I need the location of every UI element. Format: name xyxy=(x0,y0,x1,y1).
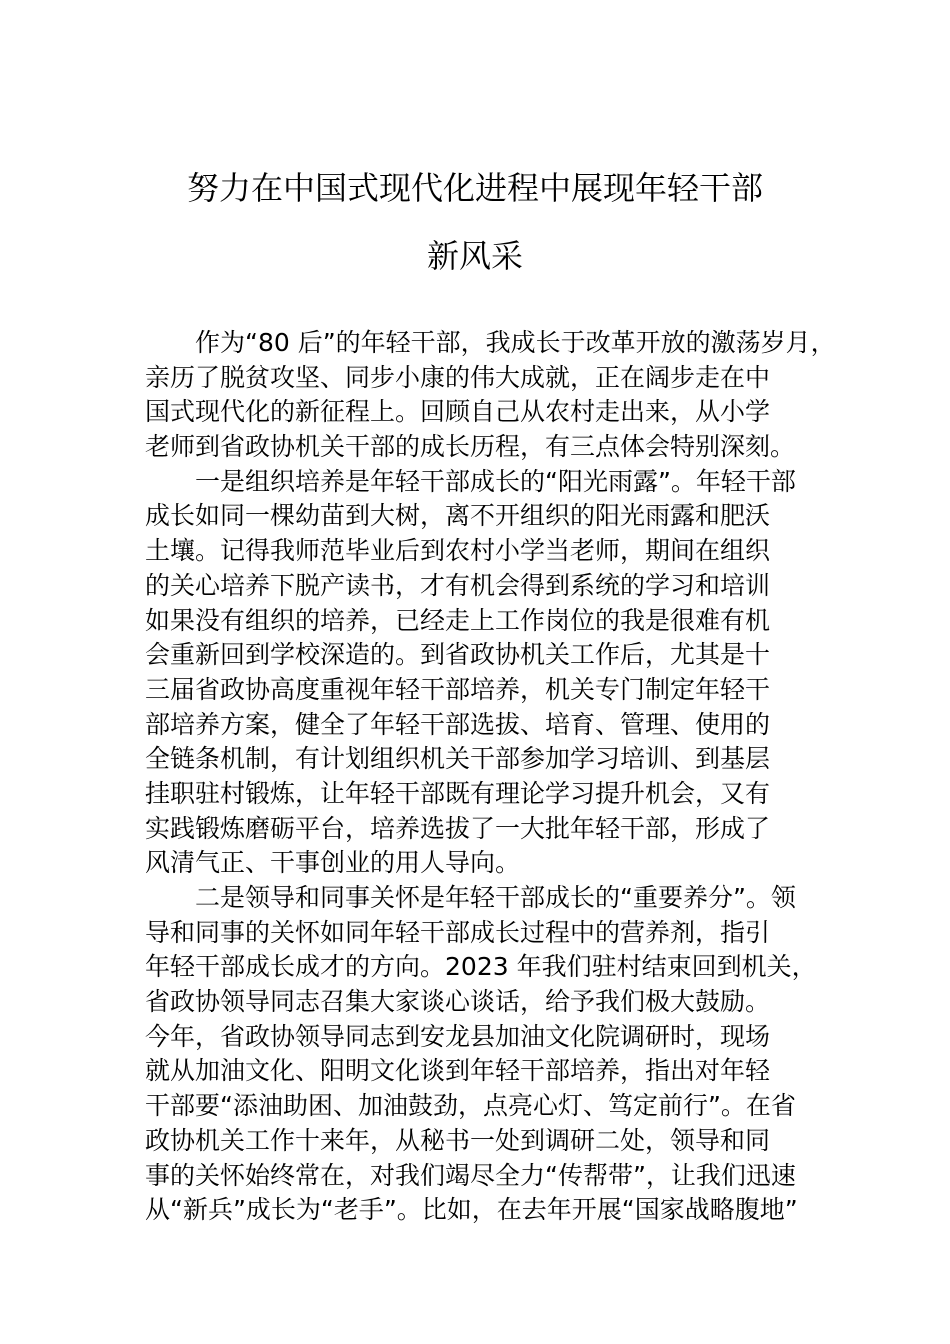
body-text-line: 作为“80 后”的年轻干部，我成长于改革开放的激荡岁月， xyxy=(195,328,836,357)
body-text-line: 就从加油文化、阳明文化谈到年轻干部培养，指出对年轻 xyxy=(145,1056,771,1086)
body-text-line: 风清气正、干事创业的用人导向。 xyxy=(145,848,521,878)
body-text-line: 成长如同一棵幼苗到大树，离不开组织的阳光雨露和肥沃 xyxy=(145,501,771,531)
body-text-line: 一是组织培养是年轻干部成长的“阳光雨露”。年轻干部 xyxy=(195,466,796,496)
body-text-line: 省政协领导同志召集大家谈心谈话，给予我们极大鼓励。 xyxy=(145,987,771,1017)
body-text-line: 从“新兵”成长为“老手”。比如，在去年开展“国家战略腹地” xyxy=(145,1195,798,1225)
document-title-line-2: 新风采 xyxy=(426,237,523,275)
body-text-line: 挂职驻村锻炼，让年轻干部既有理论学习提升机会，又有 xyxy=(145,778,771,808)
body-text-line: 的关心培养下脱产读书，才有机会得到系统的学习和培训 xyxy=(145,570,771,600)
body-text-line: 事的关怀始终常在，对我们竭尽全力“传帮带”，让我们迅速 xyxy=(145,1160,796,1190)
body-text-line: 如果没有组织的培养，已经走上工作岗位的我是很难有机 xyxy=(145,605,771,635)
body-text-line: 年轻干部成长成才的方向。2023 年我们驻村结束回到机关， xyxy=(145,952,817,982)
body-text-line: 三届省政协高度重视年轻干部培养，机关专门制定年轻干 xyxy=(145,674,771,704)
body-text-line: 亲历了脱贫攻坚、同步小康的伟大成就，正在阔步走在中 xyxy=(145,362,771,392)
body-text-line: 实践锻炼磨砺平台，培养选拔了一大批年轻干部，形成了 xyxy=(145,813,771,843)
body-text-line: 土壤。记得我师范毕业后到农村小学当老师，期间在组织 xyxy=(145,536,771,566)
body-text-line: 国式现代化的新征程上。回顾自己从农村走出来，从小学 xyxy=(145,397,771,427)
body-text-line: 导和同事的关怀如同年轻干部成长过程中的营养剂，指引 xyxy=(145,917,771,947)
body-text-line: 二是领导和同事关怀是年轻干部成长的“重要养分”。领 xyxy=(195,883,796,912)
body-text-line: 部培养方案，健全了年轻干部选拔、培育、管理、使用的 xyxy=(145,709,771,739)
body-text-line: 会重新回到学校深造的。到省政协机关工作后，尤其是十 xyxy=(145,640,771,670)
body-text-line: 政协机关工作十来年，从秘书一处到调研二处，领导和同 xyxy=(145,1125,771,1155)
body-text-line: 全链条机制，有计划组织机关干部参加学习培训、到基层 xyxy=(145,744,771,774)
document-body xyxy=(145,326,835,1228)
document-title-line-1: 努力在中国式现代化进程中展现年轻干部 xyxy=(186,169,763,207)
body-text-line: 今年，省政协领导同志到安龙县加油文化院调研时，现场 xyxy=(145,1021,771,1051)
body-text-line: 老师到省政协机关干部的成长历程，有三点体会特别深刻。 xyxy=(145,432,796,462)
body-text-line: 干部要“添油助困、加油鼓劲，点亮心灯、笃定前行”。在省 xyxy=(145,1091,796,1121)
